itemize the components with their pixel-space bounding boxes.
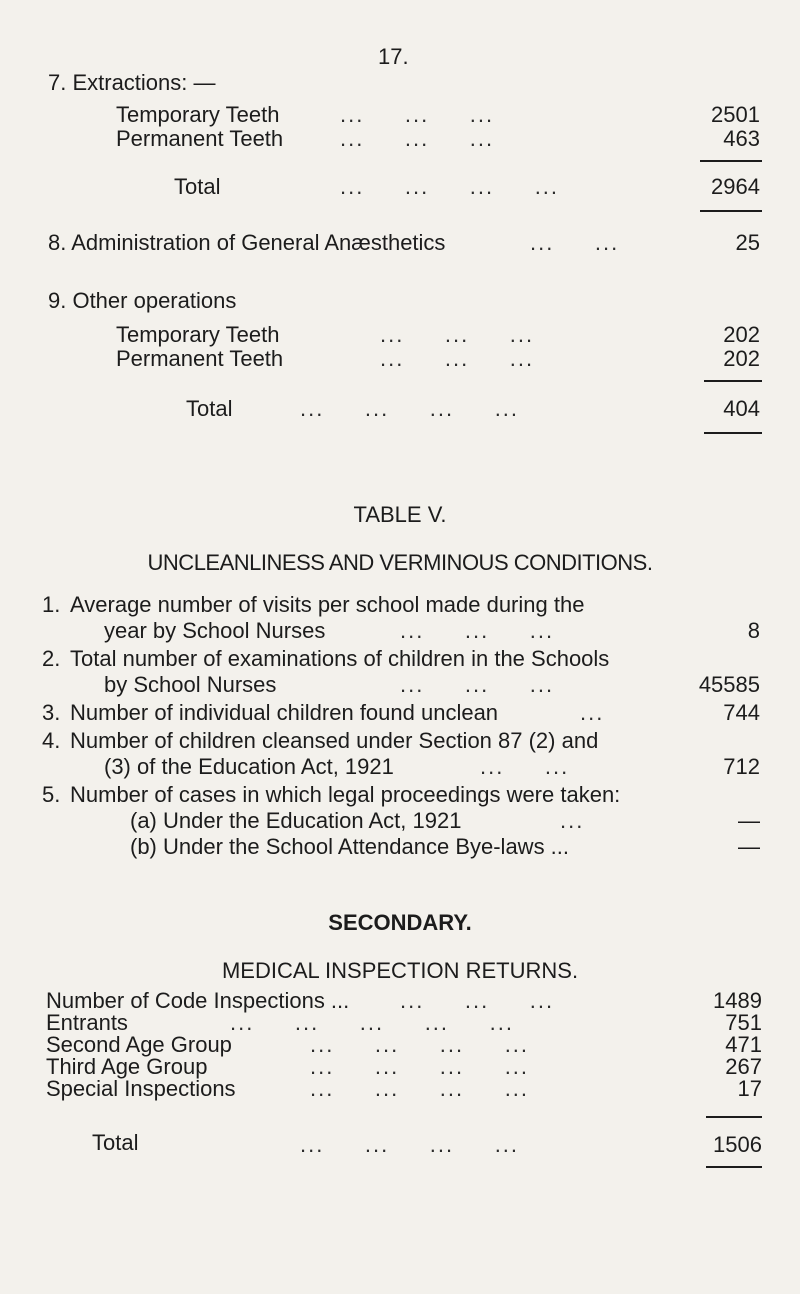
anaesthetics-value: 25 xyxy=(735,230,760,255)
other-temporary-value: 202 xyxy=(723,322,760,347)
extractions-permanent-value: 463 xyxy=(723,126,760,151)
other-total-label: Total xyxy=(186,396,233,421)
leader-dots: ... ... ... xyxy=(380,346,535,371)
table-v-sub-b-label: (b) Under the School Attendance Bye-laws ... xyxy=(130,834,570,859)
table-v-sub-a-value: — xyxy=(738,808,760,833)
table-v-sub-a-label: (a) Under the Education Act, 1921 xyxy=(130,808,462,833)
table-v-item-line: Total number of examinations of children in the Schools xyxy=(70,646,610,671)
table-v-item-value: 8 xyxy=(747,618,760,643)
extractions-heading: 7. Extractions: — xyxy=(48,70,216,95)
table-v-item-line: by School Nurses xyxy=(104,672,277,697)
page-number: 17. xyxy=(378,44,409,69)
other-temporary-label: Temporary Teeth xyxy=(116,322,280,347)
table-v-item-line: (3) of the Education Act, 1921 xyxy=(104,754,394,779)
secondary-row-label: Entrants xyxy=(46,1010,128,1035)
anaesthetics-label: 8. Administration of General Anæsthetics xyxy=(48,230,446,255)
table-v-item-number: 5. xyxy=(42,782,61,807)
other-operations-heading: 9. Other operations xyxy=(48,288,237,313)
table-v-subtitle: UNCLEANLINESS AND VERMINOUS CONDITIONS. xyxy=(147,550,653,575)
leader-dots: ... ... ... ... xyxy=(300,396,520,421)
leader-dots: ... ... ... xyxy=(340,102,495,127)
rule xyxy=(706,1116,762,1118)
secondary-subtitle: MEDICAL INSPECTION RETURNS. xyxy=(221,958,579,983)
other-permanent-value: 202 xyxy=(723,346,760,371)
table-v-item-line: year by School Nurses xyxy=(104,618,326,643)
leader-dots: ... ... ... ... xyxy=(310,1054,530,1079)
secondary-total-value: 1506 xyxy=(713,1132,762,1157)
table-v-item-number: 2. xyxy=(42,646,61,671)
other-permanent-label: Permanent Teeth xyxy=(116,346,284,371)
leader-dots: ... ... ... ... xyxy=(310,1076,530,1101)
secondary-row-label: Number of Code Inspections ... xyxy=(46,988,350,1013)
table-v-item-line: Number of cases in which legal proceedings were taken: xyxy=(70,782,621,807)
table-v-item-value: 712 xyxy=(723,754,760,779)
leader-dots: ... ... xyxy=(480,754,570,779)
secondary-row-label: Special Inspections xyxy=(46,1076,236,1101)
leader-dots: ... ... ... xyxy=(400,672,555,697)
secondary-total-label: Total xyxy=(92,1130,139,1155)
secondary-row-value: 751 xyxy=(725,1010,762,1035)
table-v-item-number: 3. xyxy=(42,700,61,725)
extractions-temporary-label: Temporary Teeth xyxy=(116,102,280,127)
secondary-row-label: Second Age Group xyxy=(46,1032,232,1057)
leader-dots: ... ... ... ... ... xyxy=(230,1010,514,1035)
rule xyxy=(700,160,762,162)
extractions-total-label: Total xyxy=(174,174,221,199)
leader-dots: ... xyxy=(580,700,605,725)
leader-dots: ... ... xyxy=(530,230,620,255)
leader-dots: ... ... ... xyxy=(380,322,535,347)
table-v-item-line: Number of children cleansed under Section 87 (2) and xyxy=(70,728,599,753)
table-v-item-line: Average number of visits per school made during the xyxy=(70,592,585,617)
rule xyxy=(704,380,762,382)
leader-dots: ... ... ... xyxy=(400,988,555,1013)
leader-dots: ... ... ... xyxy=(400,618,555,643)
rule xyxy=(704,432,762,434)
table-v-item-number: 4. xyxy=(42,728,61,753)
extractions-temporary-value: 2501 xyxy=(711,102,760,127)
table-v-item-line: Number of individual children found unclean xyxy=(70,700,499,725)
secondary-row-label: Third Age Group xyxy=(46,1054,208,1079)
extractions-permanent-label: Permanent Teeth xyxy=(116,126,284,151)
secondary-row-value: 17 xyxy=(737,1076,762,1101)
secondary-row-value: 267 xyxy=(725,1054,762,1079)
table-v-item-value: 744 xyxy=(723,700,760,725)
table-v-item-number: 1. xyxy=(42,592,61,617)
table-v-title: TABLE V. xyxy=(353,502,447,527)
secondary-row-value: 1489 xyxy=(713,988,762,1013)
leader-dots: ... xyxy=(560,808,585,833)
rule xyxy=(700,210,762,212)
table-v-item-value: 45585 xyxy=(698,672,760,697)
rule xyxy=(706,1166,762,1168)
secondary-row-value: 471 xyxy=(725,1032,762,1057)
leader-dots: ... ... ... xyxy=(340,126,495,151)
leader-dots: ... ... ... ... xyxy=(300,1132,520,1157)
leader-dots: ... ... ... ... xyxy=(340,174,560,199)
extractions-total-value: 2964 xyxy=(711,174,760,199)
secondary-title: SECONDARY. xyxy=(328,910,472,935)
table-v-sub-b-value: — xyxy=(738,834,760,859)
other-total-value: 404 xyxy=(723,396,760,421)
leader-dots: ... ... ... ... xyxy=(310,1032,530,1057)
